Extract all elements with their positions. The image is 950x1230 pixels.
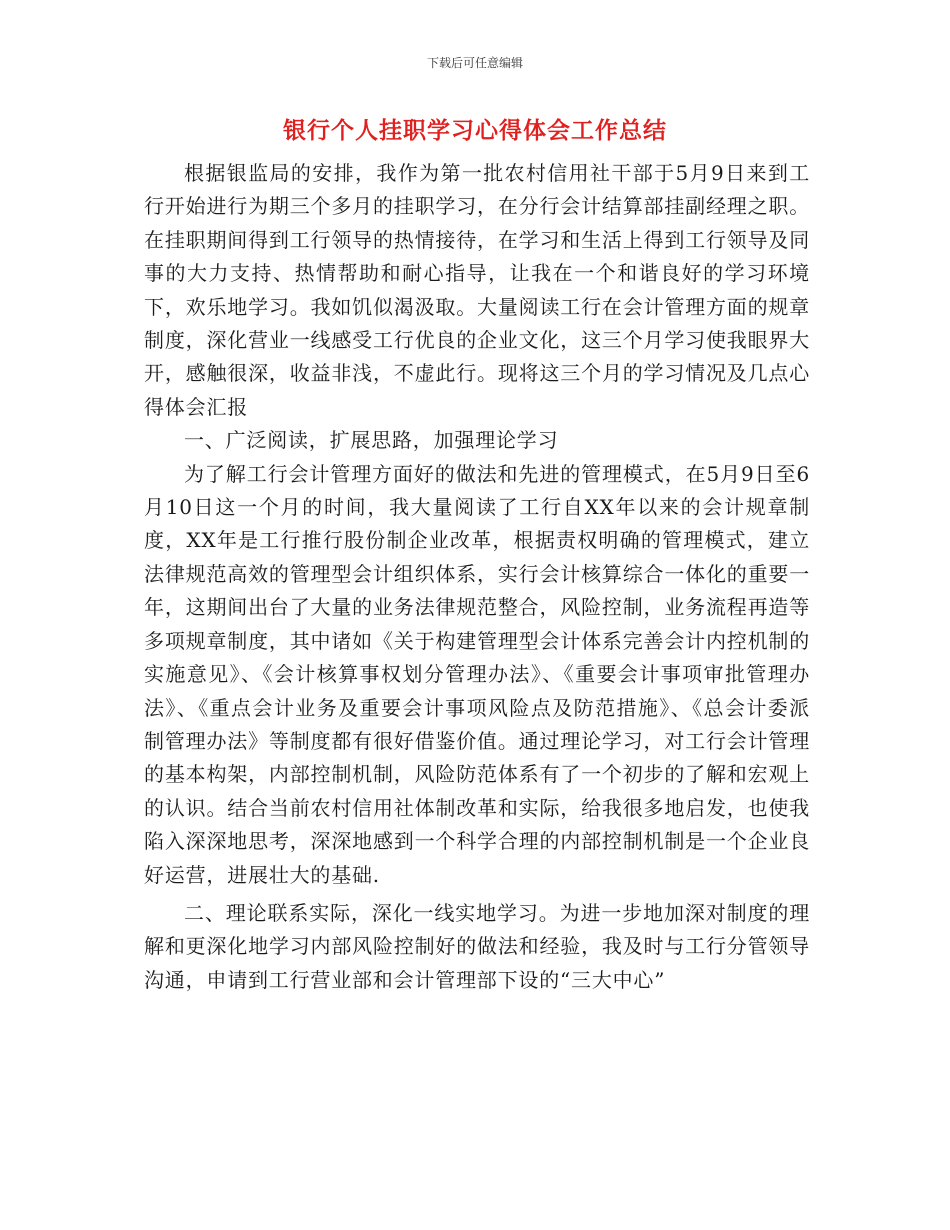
paragraph-section-1-body: 为了解工行会计管理方面好的做法和先进的管理模式，在5月9日至6月10日这一个月的时间，我大量阅读了工行自XX年以来的会计规章制度，XX年是工行推行股份制企业改革，根据责权明确的管理模式，建立法律规范高效的管理型会计组织体系，实行会计核算综合一体化的重要一年，这期间出台了大量的业务法律规范整合，风险控制，业务流程再造等多项规章制度，其中诸如《关于构建管理型会计体系完善会计内控机制的实施意见》、《会计核算事权划分管理办法》、《重要会计事项审批管理办法》、《重点会计业务及重要会计事项风险点及防范措施》、《总会计委派制管理办法》等制度都有很好借鉴价值。通过理论学习，对工行会计管理的基本构架，内部控制机制，风险防范体系有了一个初步的了解和宏观上的认识。结合当前农村信用社体制改革和实际，给我很多地启发，也使我陷入深深地思考，深深地感到一个科学合理的内部控制机制是一个企业良好运营，进展壮大的基础. (144, 461, 810, 887)
document-title: 银行个人挂职学习心得体会工作总结 (283, 117, 667, 144)
paragraph-section-2: 二、理论联系实际，深化一线实地学习。为进一步地加深对制度的理解和更深化地学习内部风险控制好的做法和经验，我及时与工行分管领导沟通，申请到工行营业部和会计管理部下设的“三大中心” (144, 900, 810, 992)
document-body (144, 157, 810, 997)
header-note: 下载后可任意编辑 (426, 56, 523, 70)
paragraph-section-1-heading: 一、广泛阅读，扩展思路，加强理论学习 (184, 428, 559, 453)
paragraph-intro: 根据银监局的安排，我作为第一批农村信用社干部于5月9日来到工行开始进行为期三个多月的挂职学习，在分行会计结算部挂副经理之职。在挂职期间得到工行领导的热情接待，在学习和生活上得到工行领导及同事的大力支持、热情帮助和耐心指导，让我在一个和谐良好的学习环境下，欢乐地学习。我如饥似渴汲取。大量阅读工行在会计管理方面的规章制度，深化营业一线感受工行优良的企业文化，这三个月学习使我眼界大开，感触很深，收益非浅，不虚此行。现将这三个月的学习情况及几点心得体会汇报 (144, 161, 810, 419)
